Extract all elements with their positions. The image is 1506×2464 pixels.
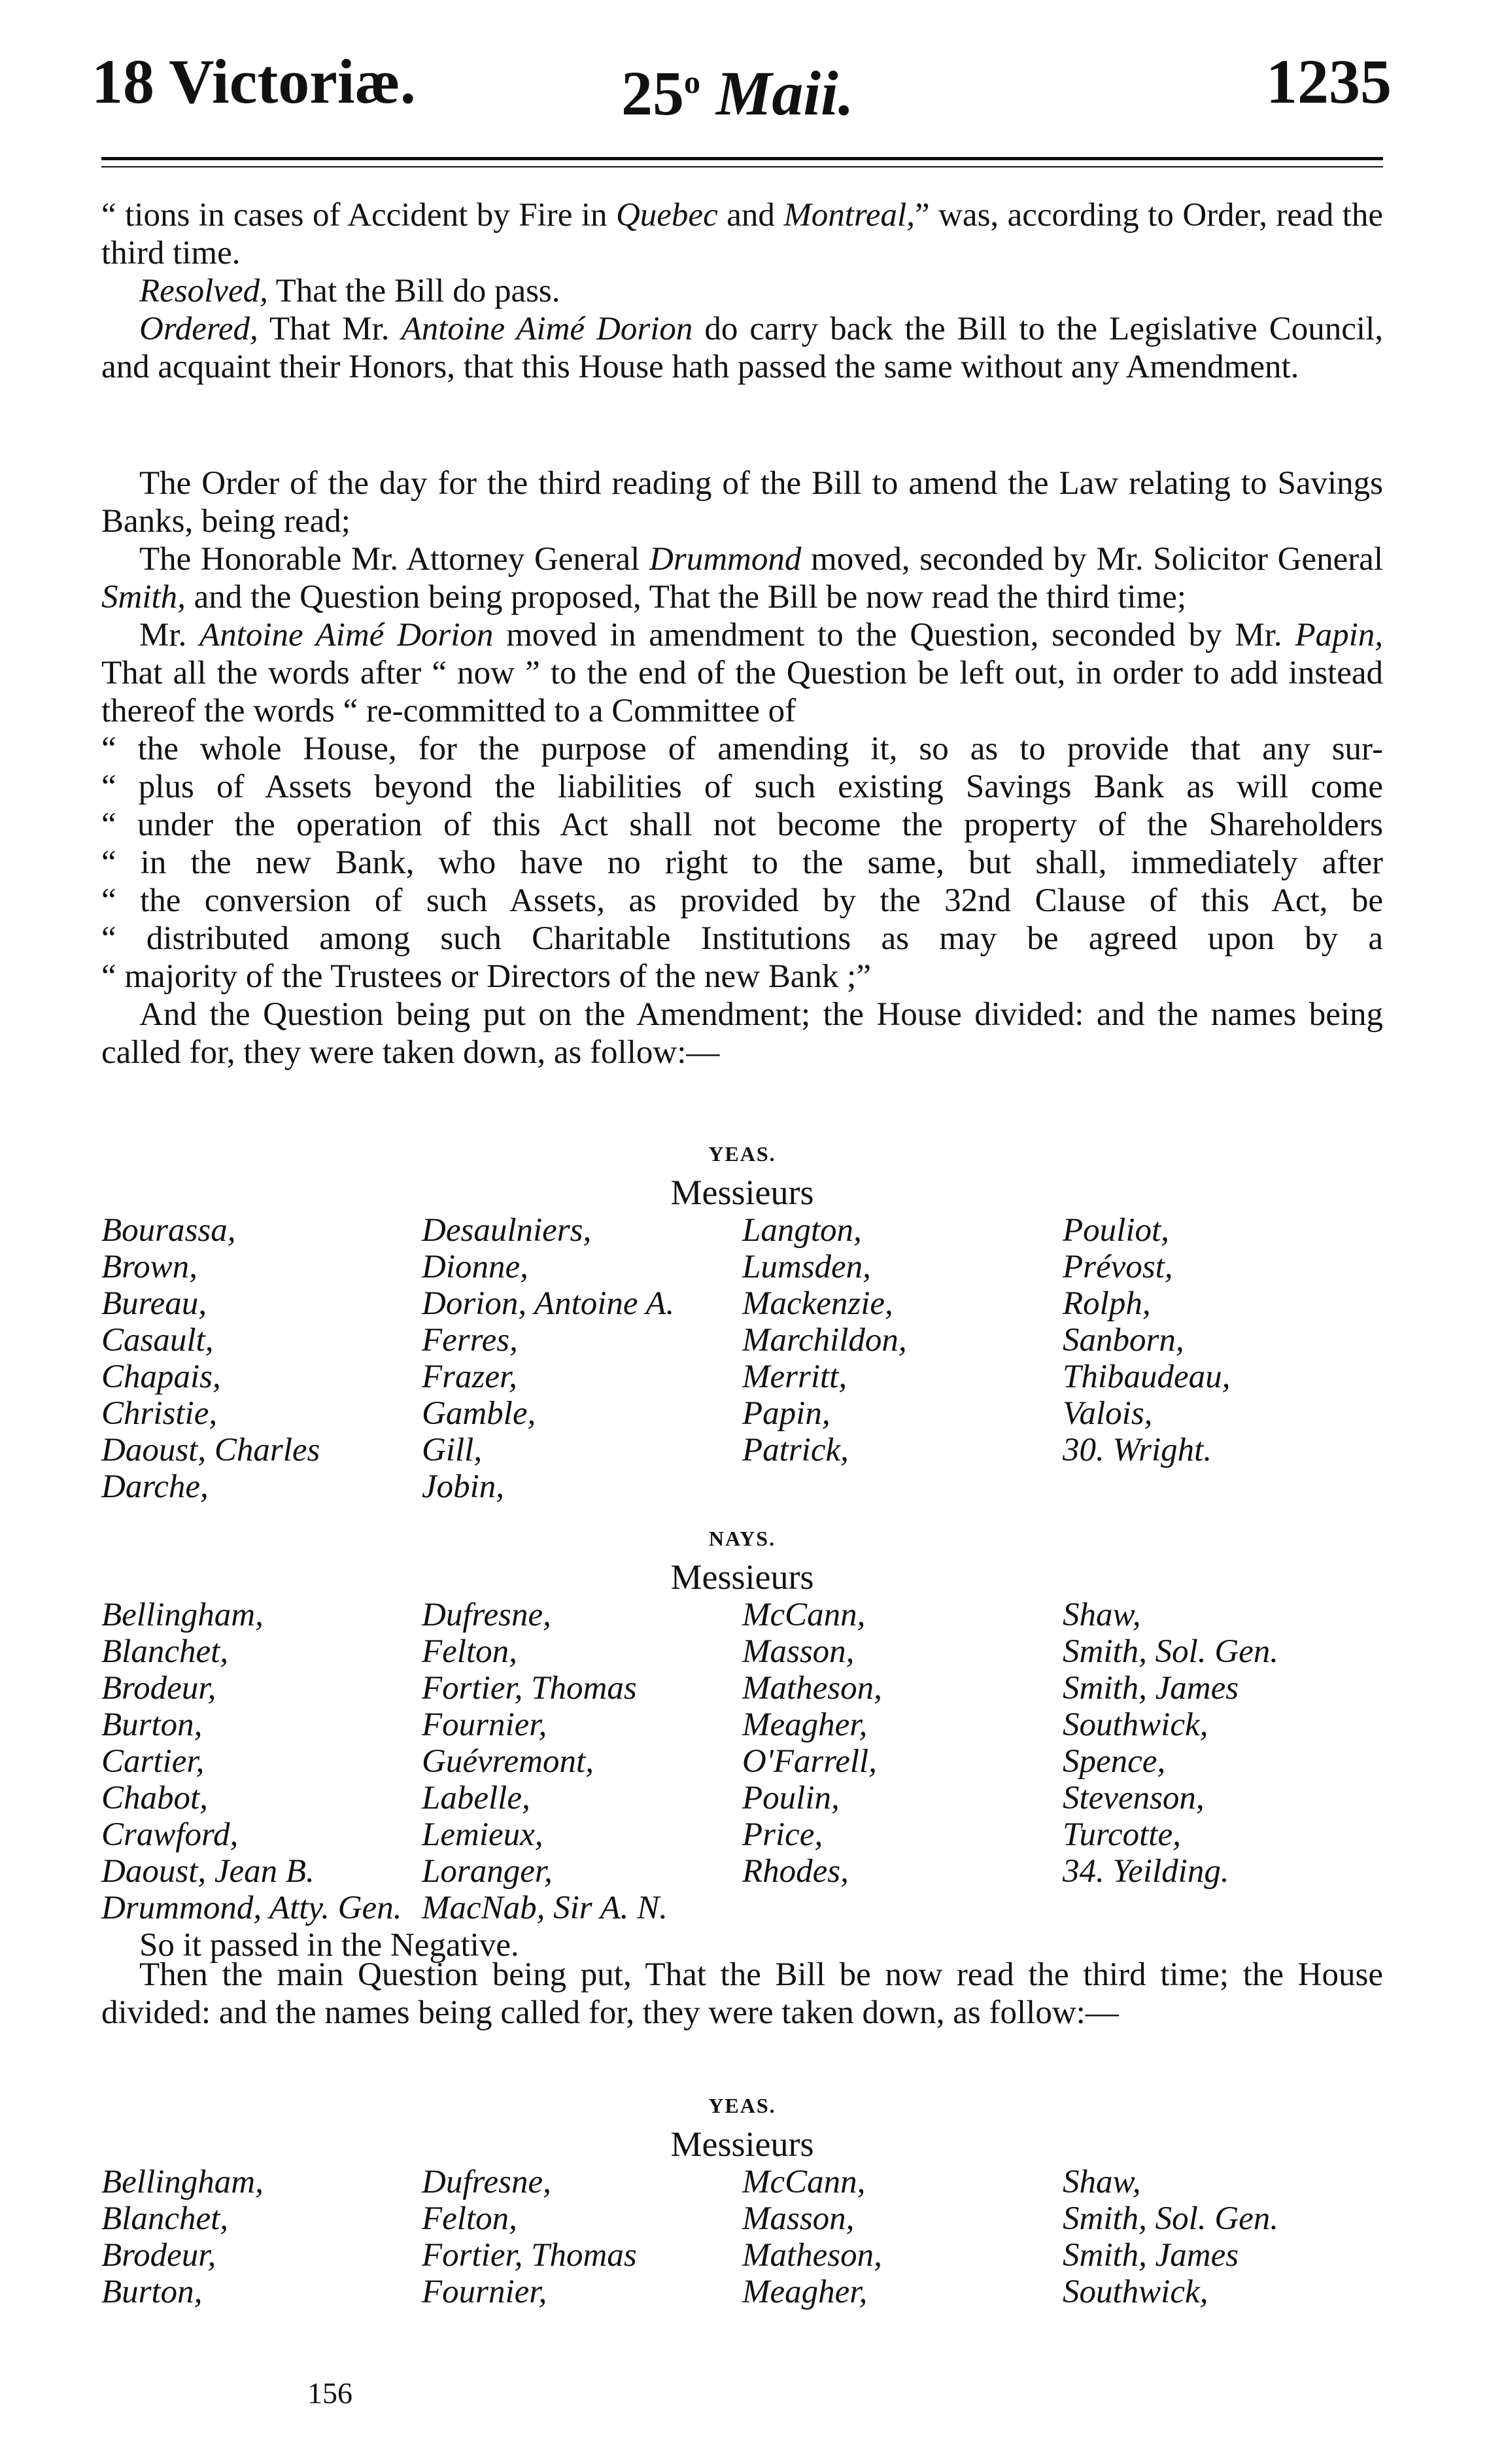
intro-bill-passage: [101, 196, 1383, 272]
yeas-heading: YEAS.: [708, 1142, 776, 1166]
member-name: Dufresne,: [422, 1597, 551, 1633]
ordered-paragraph: [101, 310, 1383, 386]
header-rule-thin: [101, 166, 1383, 167]
ordered-label: Ordered,: [139, 311, 258, 347]
savings-bank-section: [101, 464, 1383, 1071]
member-name: Poulin,: [742, 1780, 840, 1816]
header-date: [621, 46, 854, 130]
name-row: [101, 1432, 1383, 1468]
intro-text-b: ” was, according to Order, read the third time.: [101, 197, 1383, 271]
header-regnal-year: 18 Victoriæ.: [92, 46, 416, 116]
member-name: Thibaudeau,: [1063, 1359, 1231, 1395]
member-name: Fournier,: [422, 1707, 547, 1743]
member-name: Valois,: [1063, 1395, 1153, 1432]
quote-line: “ majority of the Trustees or Directors of the new Bank ;”: [101, 958, 871, 995]
name-row: [101, 1670, 1383, 1707]
member-name: Drummond, Atty. Gen.: [101, 1890, 402, 1926]
member-name: Frazer,: [422, 1359, 517, 1395]
member-name: Pouliot,: [1063, 1212, 1169, 1249]
member-name: Matheson,: [742, 1670, 882, 1707]
member-name: Blanchet,: [101, 2200, 229, 2237]
order-of-day-paragraph: The Order of the day for the third reading of the Bill to amend the Law relating to Savings Banks, being read;: [101, 465, 1383, 540]
member-name: Bellingham,: [101, 1597, 264, 1633]
header-date-ordinal: o: [684, 63, 700, 100]
member-name: Smith,: [101, 579, 186, 616]
member-name: McCann,: [742, 1597, 866, 1633]
member-name: Antoine Aimé Dorion: [401, 311, 693, 347]
place-quebec: Quebec: [615, 197, 718, 234]
division-result: So it passed in the Negative.: [139, 1927, 519, 1964]
member-name: Daoust, Charles: [101, 1432, 320, 1468]
nays-table: [101, 1597, 1383, 1926]
name-row: [101, 1707, 1383, 1743]
yeas-table: [101, 1212, 1383, 1505]
member-name: Antoine Aimé Dorion: [199, 617, 494, 653]
member-name: Dionne,: [422, 1249, 528, 1285]
name-row: [101, 1285, 1383, 1322]
intro-text-and: and: [717, 197, 784, 234]
name-row: [101, 1816, 1383, 1853]
member-name: Brodeur,: [101, 2237, 216, 2274]
member-name: Bourassa,: [101, 1212, 236, 1249]
member-name: Bellingham,: [101, 2164, 264, 2200]
member-name: Sanborn,: [1063, 1322, 1184, 1359]
member-name: Rhodes,: [742, 1853, 849, 1890]
member-name: Guévremont,: [422, 1743, 594, 1780]
member-name: Dorion, Antoine A.: [422, 1285, 675, 1322]
member-name: Papin,: [1295, 617, 1384, 653]
quote-line: “ plus of Assets beyond the liabilities of such existing Savings Bank as will come: [101, 769, 1383, 805]
header-date-month: Maii.: [716, 58, 854, 128]
member-name: Mackenzie,: [742, 1285, 893, 1322]
header-date-number: 25: [621, 58, 684, 128]
amendment-text-b: moved in amendment to the Question, seconded by Mr.: [493, 617, 1295, 653]
member-name: Christie,: [101, 1395, 218, 1432]
intro-section: [101, 196, 1383, 386]
member-name: Marchildon,: [742, 1322, 907, 1359]
name-row: [101, 1853, 1383, 1890]
division-one: [101, 1135, 1383, 1964]
folio-number: 156: [307, 2376, 352, 2410]
division-two: [101, 2087, 1383, 2310]
amendment-quotation: [101, 730, 1383, 996]
member-name: Southwick,: [1063, 2274, 1208, 2310]
resolved-label: Resolved,: [139, 273, 268, 309]
member-name: [742, 1890, 1063, 1926]
member-name: Labelle,: [422, 1780, 530, 1816]
place-montreal: Montreal,: [783, 197, 915, 234]
motion-text-c: and the Question being proposed, That the Bill be now read the third time;: [185, 579, 1187, 616]
name-row: [101, 2274, 1383, 2310]
member-name: [1063, 1468, 1383, 1505]
quote-line: “ the whole House, for the purpose of amending it, so as to provide that any sur-: [101, 731, 1383, 767]
member-name: Jobin,: [422, 1468, 505, 1505]
ordered-text-a: That Mr.: [258, 311, 402, 347]
member-name: Lemieux,: [422, 1816, 543, 1853]
main-question-section: [101, 1956, 1383, 2032]
member-name: Chapais,: [101, 1359, 221, 1395]
main-question-paragraph: Then the main Question being put, That the Bill be now read the third time; the House divided: and the names being called for, they were taken down, as follow:—: [101, 1956, 1383, 2031]
member-name: Merritt,: [742, 1359, 847, 1395]
member-name: Casault,: [101, 1322, 214, 1359]
name-row: [101, 1890, 1383, 1926]
motion-paragraph: [101, 540, 1383, 616]
member-name: Burton,: [101, 1707, 203, 1743]
member-name: Shaw,: [1063, 1597, 1141, 1633]
resolved-text: That the Bill do pass.: [267, 273, 560, 309]
member-name: Ferres,: [422, 1322, 518, 1359]
member-name: Blanchet,: [101, 1633, 229, 1670]
member-name: Daoust, Jean B.: [101, 1853, 315, 1890]
member-name: Matheson,: [742, 2237, 882, 2274]
messieurs-heading: Messieurs: [670, 1173, 814, 1212]
amendment-text-c: That all the words after “ now ” to the end of the Question be left out, in order to add instead thereof the words “ re-committed to a Committee of: [101, 655, 1383, 729]
name-row: [101, 1249, 1383, 1285]
member-name: Loranger,: [422, 1853, 553, 1890]
quote-line: “ in the new Bank, who have no right to the same, but shall, immediately after: [101, 844, 1383, 881]
name-row: [101, 1359, 1383, 1395]
name-row: [101, 1780, 1383, 1816]
name-row: [101, 2237, 1383, 2274]
member-name: 30. Wright.: [1063, 1432, 1212, 1468]
name-row: [101, 1395, 1383, 1432]
name-row: [101, 1322, 1383, 1359]
member-name: Masson,: [742, 2200, 855, 2237]
member-name: Smith, Sol. Gen.: [1063, 1633, 1279, 1670]
member-name: Cartier,: [101, 1743, 205, 1780]
member-name: Shaw,: [1063, 2164, 1141, 2200]
member-name: Felton,: [422, 2200, 517, 2237]
yeas-heading: YEAS.: [708, 2094, 776, 2117]
member-name: Papin,: [742, 1395, 830, 1432]
member-name: O'Farrell,: [742, 1743, 877, 1780]
member-name: Felton,: [422, 1633, 517, 1670]
quote-line: “ under the operation of this Act shall not become the property of the Shareholders: [101, 807, 1383, 843]
name-row: [101, 2200, 1383, 2237]
header-rule-thick: [101, 157, 1383, 160]
member-name: Smith, Sol. Gen.: [1063, 2200, 1279, 2237]
member-name: Fournier,: [422, 2274, 547, 2310]
intro-text-a: “ tions in cases of Accident by Fire in: [101, 197, 616, 234]
member-name: Spence,: [1063, 1743, 1166, 1780]
member-name: [1063, 1890, 1383, 1926]
member-name: Chabot,: [101, 1780, 208, 1816]
messieurs-heading: Messieurs: [670, 1557, 814, 1597]
running-header: [92, 46, 1392, 128]
nays-heading: NAYS.: [708, 1527, 776, 1550]
member-name: Gill,: [422, 1432, 483, 1468]
motion-text-b: moved, seconded by Mr. Solicitor General: [801, 541, 1383, 578]
member-name: Southwick,: [1063, 1707, 1208, 1743]
member-name: Langton,: [742, 1212, 862, 1249]
member-name: MacNab, Sir A. N.: [422, 1890, 668, 1926]
name-row: [101, 1597, 1383, 1633]
member-name: Fortier, Thomas: [422, 2237, 637, 2274]
member-name: Darche,: [101, 1468, 209, 1505]
name-row: [101, 1633, 1383, 1670]
member-name: Price,: [742, 1816, 823, 1853]
name-row: [101, 1468, 1383, 1505]
ordered-text-b: do carry back the Bill to the Legislative Council, and acquaint their Honors, that this House hath passed the same without any Amendment.: [101, 311, 1384, 385]
name-row: [101, 1743, 1383, 1780]
motion-text-a: The Honorable Mr. Attorney General: [139, 541, 650, 578]
member-name: Lumsden,: [742, 1249, 871, 1285]
member-name: Prévost,: [1063, 1249, 1173, 1285]
member-name: Desaulniers,: [422, 1212, 592, 1249]
member-name: Smith, James: [1063, 1670, 1239, 1707]
member-name: Fortier, Thomas: [422, 1670, 637, 1707]
member-name: Meagher,: [742, 2274, 868, 2310]
member-name: Gamble,: [422, 1395, 536, 1432]
yeas-table: [101, 2164, 1383, 2310]
member-name: [742, 1468, 1063, 1505]
member-name: Masson,: [742, 1633, 855, 1670]
amendment-paragraph: [101, 616, 1383, 730]
member-name: McCann,: [742, 2164, 866, 2200]
page-number: 1235: [1266, 46, 1392, 116]
division-paragraph: And the Question being put on the Amendment; the House divided: and the names being called for, they were taken down, as follow:—: [101, 996, 1383, 1071]
member-name: Burton,: [101, 2274, 203, 2310]
member-name: Drummond: [649, 541, 802, 578]
member-name: Brodeur,: [101, 1670, 216, 1707]
member-name: Turcotte,: [1063, 1816, 1181, 1853]
amendment-text-a: Mr.: [139, 617, 200, 653]
member-name: 34. Yeilding.: [1063, 1853, 1229, 1890]
resolved-paragraph: [101, 272, 1383, 310]
member-name: Bureau,: [101, 1285, 207, 1322]
member-name: Meagher,: [742, 1707, 868, 1743]
member-name: Patrick,: [742, 1432, 849, 1468]
member-name: Dufresne,: [422, 2164, 551, 2200]
member-name: Smith, James: [1063, 2237, 1239, 2274]
quote-line: “ the conversion of such Assets, as provided by the 32nd Clause of this Act, be: [101, 882, 1383, 919]
quote-line: “ distributed among such Charitable Institutions as may be agreed upon by a: [101, 920, 1383, 957]
member-name: Stevenson,: [1063, 1780, 1205, 1816]
name-row: [101, 2164, 1383, 2200]
name-row: [101, 1212, 1383, 1249]
messieurs-heading: Messieurs: [670, 2125, 814, 2164]
member-name: Brown,: [101, 1249, 197, 1285]
member-name: Rolph,: [1063, 1285, 1151, 1322]
member-name: Crawford,: [101, 1816, 239, 1853]
